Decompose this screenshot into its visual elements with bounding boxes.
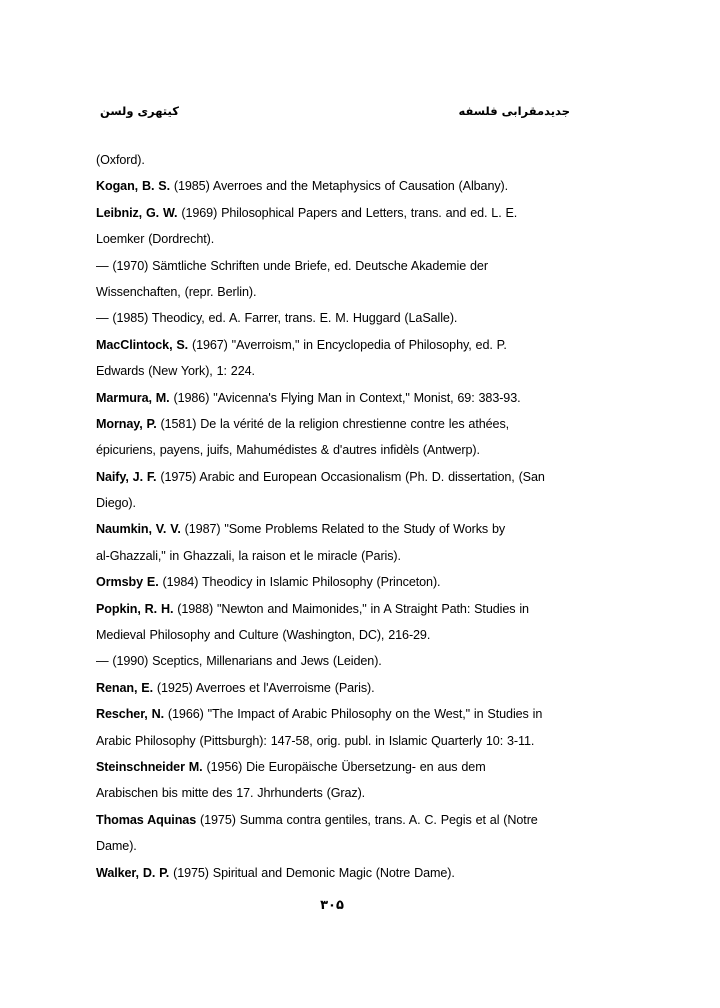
reference-line [96,493,578,519]
reference-text: (1987) "Some Problems Related to the Study of Works by [180,522,506,537]
reference-text: (1956) Die Europäische Übersetzung- en aus dem [202,759,486,774]
reference-author: Naumkin, V. V. [96,522,181,537]
reference-author: Ormsby E. [96,575,159,590]
reference-author: Renan, E. [96,680,153,695]
reference-line [96,704,578,730]
reference-line [96,282,578,308]
reference-line [96,599,578,625]
reference-line [96,308,578,334]
reference-text: (1988) "Newton and Maimonides," in A Straight Path: Studies in [173,601,529,616]
reference-text: Edwards (New York), 1: 224. [96,364,255,379]
reference-text: — (1985) Theodicy, ed. A. Farrer, trans. E. M. Huggard (LaSalle). [96,311,458,326]
reference-text: (1967) "Averroism," in Encyclopedia of Philosophy, ed. P. [188,337,507,352]
reference-line [96,229,578,255]
reference-line [96,625,578,651]
reference-text: (1969) Philosophical Papers and Letters, trans. and ed. L. E. [177,205,518,220]
reference-text: (1986) "Avicenna's Flying Man in Context," Monist, 69: 383-93. [169,390,521,405]
reference-text: (1975) Spiritual and Demonic Magic (Notre Dame). [169,865,455,880]
reference-line [96,414,578,440]
reference-author: Steinschneider M. [96,759,203,774]
bibliography-list [96,150,578,889]
reference-line [96,572,578,598]
reference-line [96,810,578,836]
reference-author: MacClintock, S. [96,337,189,352]
reference-line [96,335,578,361]
reference-text: (Oxford). [96,153,145,167]
reference-text: (1984) Theodicy in Islamic Philosophy (Princeton). [158,575,441,590]
reference-text: Arabischen bis mitte des 17. Jhrhunderts (Graz). [96,786,366,801]
reference-line [96,176,578,202]
reference-line [96,546,578,572]
reference-text: Loemker (Dordrecht). [96,232,215,247]
reference-line [96,757,578,783]
reference-text: (1975) Summa contra gentiles, trans. A. C. Pegis et al (Notre [196,812,538,827]
reference-author: Kogan, B. S. [96,179,170,194]
reference-line [96,361,578,387]
reference-line [96,678,578,704]
reference-author: Mornay, P. [96,416,157,431]
reference-text: — (1970) Sämtliche Schriften unde Briefe, ed. Deutsche Akademie der [96,258,488,273]
reference-text: Diego). [96,496,136,511]
reference-author: Walker, D. P. [96,865,170,880]
reference-line [96,651,578,677]
reference-author: Marmura, M. [96,390,170,405]
reference-text: — (1990) Sceptics, Millenarians and Jews (Leiden). [96,654,382,669]
reference-line [96,863,578,889]
reference-text: Medieval Philosophy and Culture (Washington, DC), 216-29. [96,628,431,643]
reference-line [96,440,578,466]
reference-line [96,203,578,229]
running-head-journal: جدیدمقرابی فلسفه [458,104,570,118]
reference-text: épicuriens, payens, juifs, Mahumédistes & d'autres infidèls (Antwerp). [96,443,480,458]
reference-text: (1985) Averroes and the Metaphysics of Causation (Albany). [169,179,509,194]
page-number: ۳۰۵ [320,898,344,913]
reference-text: (1581) De la vérité de la religion chrestienne contre les athées, [156,416,510,431]
reference-text: al-Ghazzali," in Ghazzali, la raison et le miracle (Paris). [96,548,401,563]
reference-author: Thomas Aquinas [96,812,197,827]
reference-text: (1975) Arabic and European Occasionalism (Ph. D. dissertation, (San [156,469,545,484]
reference-line [96,731,578,757]
reference-line [96,467,578,493]
reference-line [96,388,578,414]
reference-author: Rescher, N. [96,707,165,722]
reference-line [96,519,578,545]
reference-text: Arabic Philosophy (Pittsburgh): 147-58, orig. publ. in Islamic Quarterly 10: 3-11. [96,733,535,748]
reference-text: (1925) Averroes et l'Averroisme (Paris). [153,680,375,695]
reference-text: Wissenchaften, (repr. Berlin). [96,284,257,299]
reference-text: Dame). [96,839,137,854]
reference-line [96,783,578,809]
running-head-author: کیتهری ولسن [100,104,179,118]
reference-text: (1966) "The Impact of Arabic Philosophy on the West," in Studies in [164,707,543,722]
reference-line [96,836,578,862]
reference-line [96,256,578,282]
reference-line [96,150,578,176]
reference-author: Naify, J. F. [96,469,157,484]
reference-author: Leibniz, G. W. [96,205,178,220]
reference-author: Popkin, R. H. [96,601,174,616]
